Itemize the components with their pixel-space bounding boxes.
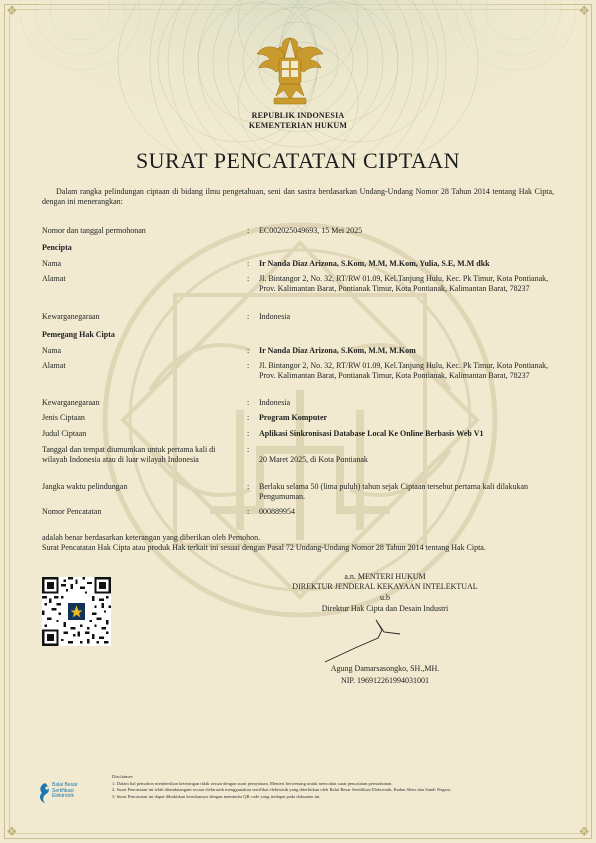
ub-line: u.b — [380, 593, 390, 602]
application-value: EC002025049693, 15 Mei 2025 — [259, 226, 363, 235]
disclaimer-item: 1. Dalam hal pemohon memberikan keterangan tidak sesuai dengan surat pernyataan, Menteri berwenang untuk mencabut surat pencatatan permohonan. — [112, 780, 393, 786]
signer-nip: NIP. 196912261994031001 — [340, 676, 429, 685]
closing-statement: adalah benar berdasarkan keterangan yang diberikan oleh Pemohon. — [42, 533, 261, 542]
signer-name: Agung Damarsasongko, SH.,MH. — [330, 664, 440, 673]
bsre-label-line: Sertifikasi — [52, 787, 74, 794]
director-line: Direktur Hak Cipta dan Desain Industri — [321, 604, 449, 613]
ministry-label: KEMENTERIAN HUKUM — [248, 121, 348, 130]
garuda-emblem-icon — [254, 30, 326, 112]
work-type-value: Program Komputer — [259, 413, 328, 422]
holder-section-heading: Pemegang Hak Cipta — [42, 330, 115, 339]
holder-nationality-value: Indonesia — [259, 398, 291, 407]
corner-ornament-icon: ❖ — [6, 3, 18, 18]
republic-label: REPUBLIK INDONESIA — [251, 111, 345, 120]
corner-ornament-icon: ❖ — [578, 3, 590, 18]
holder-nationality-label: Kewarganegaraan — [42, 398, 100, 407]
corner-ornament-icon: ❖ — [578, 824, 590, 839]
colon: : — [247, 429, 250, 438]
work-title-label: Judul Ciptaan — [42, 429, 87, 438]
colon: : — [247, 445, 250, 454]
signature-stroke — [320, 612, 410, 670]
work-type-label: Jenis Ciptaan — [42, 413, 85, 422]
creator-name-label: Nama — [42, 259, 62, 268]
creator-nationality-value: Indonesia — [259, 312, 291, 321]
colon: : — [247, 274, 250, 283]
colon: : — [247, 259, 250, 268]
colon: : — [247, 413, 250, 422]
document-title: SURAT PENCATATAN CIPTAAN — [135, 148, 461, 173]
on-behalf-line: a.n. MENTERI HUKUM — [344, 572, 426, 581]
protection-period-value: Berlaku selama 50 (lima puluh) tahun sejak Ciptaan tersebut pertama kali dilakukan Pengumuman. — [259, 482, 529, 501]
record-number-value: 000889954 — [259, 507, 295, 516]
colon: : — [247, 398, 250, 407]
record-number-label: Nomor Pencatatan — [42, 507, 102, 516]
disclaimer-notes — [112, 774, 562, 800]
holder-name-value: Ir Nanda Diaz Arizona, S.Kom, M.M, M.Kom — [259, 346, 416, 355]
colon: : — [247, 507, 250, 516]
bsre-label-line: Elektronik — [52, 793, 74, 799]
holder-address-label: Alamat — [42, 361, 66, 370]
legal-basis-statement: Surat Pencatatan Hak Cipta atau produk Hak terkait ini sesuai dengan Pasal 72 Undang-Undang Nomor 28 Tahun 2014 tentang Hak Cipta. — [42, 543, 486, 552]
creator-name-value: Ir Nanda Diaz Arizona, S.Kom, M.M, M.Kom, Yulia, S.E, M.M dkk — [259, 259, 490, 268]
bsre-label — [52, 783, 78, 800]
creator-nationality-label: Kewarganegaraan — [42, 312, 100, 321]
bsre-logo-icon — [38, 782, 52, 804]
protection-period-label: Jangka waktu pelindungan — [42, 482, 128, 491]
creator-address-label: Alamat — [42, 274, 66, 283]
application-label: Nomor dan tanggal permohonan — [42, 226, 146, 235]
first-publication-value: 20 Maret 2025, di Kota Pontianak — [259, 455, 368, 464]
colon: : — [247, 226, 250, 235]
first-publication-label: Tanggal dan tempat diumumkan untuk pertama kali di wilayah Indonesia atau di luar wilayah Indonesia — [42, 445, 216, 464]
holder-address-value: Jl. Bintangor 2, No. 32, RT/RW 01.09, Kel.Tanjung Hulu, Kec. Pk Timur, Kota Pontianak, Prov. Kalimantan Barat, Pontianak Timur, Kota Pontianak, Kalimantan Barat, 78237 — [259, 361, 549, 380]
holder-name-label: Nama — [42, 346, 62, 355]
colon: : — [247, 346, 250, 355]
directorate-general-line: DIREKTUR JENDERAL KEKAYAAN INTELEKTUAL — [292, 582, 478, 591]
disclaimer-item: 2. Surat Pencatatan ini telah ditandatangani secara elektronik menggunakan sertifikat elektronik yang diterbitkan oleh Balai Besar Sertifikasi Elektronik, Badan Siber dan Sandi Negara. — [112, 787, 452, 793]
creator-address-value: Jl. Bintangor 2, No. 32, RT/RW 01.09, Kel.Tanjung Hulu, Kec. Pk Timur, Kota Pontianak, Prov. Kalimantan Barat, Pontianak Timur, Kota Pontianak, Kalimantan Barat, 78237 — [259, 274, 549, 293]
corner-ornament-icon: ❖ — [6, 824, 18, 839]
creator-section-heading: Pencipta — [42, 243, 72, 252]
disclaimer-item: 3. Surat Pencatatan ini dapat dibuktikan keasliannya dengan memindai QR code yang terdapat pada dokumen ini. — [112, 793, 321, 799]
qr-code[interactable] — [42, 577, 111, 646]
work-title-value: Aplikasi Sinkronisasi Database Local Ke Online Berbasis Web V1 — [259, 429, 484, 438]
colon: : — [247, 482, 250, 491]
intro-paragraph: Dalam rangka pelindungan ciptaan di bidang ilmu pengetahuan, seni dan sastra berdasarkan Undang-Undang Nomor 28 Tahun 2014 tentang Hak Cipta, dengan ini menerangkan: — [42, 187, 554, 206]
disclaimer-heading: Disclaimer: — [112, 774, 134, 779]
colon: : — [247, 312, 250, 321]
colon: : — [247, 361, 250, 370]
bsre-label-line: Balai Besar — [52, 782, 78, 788]
